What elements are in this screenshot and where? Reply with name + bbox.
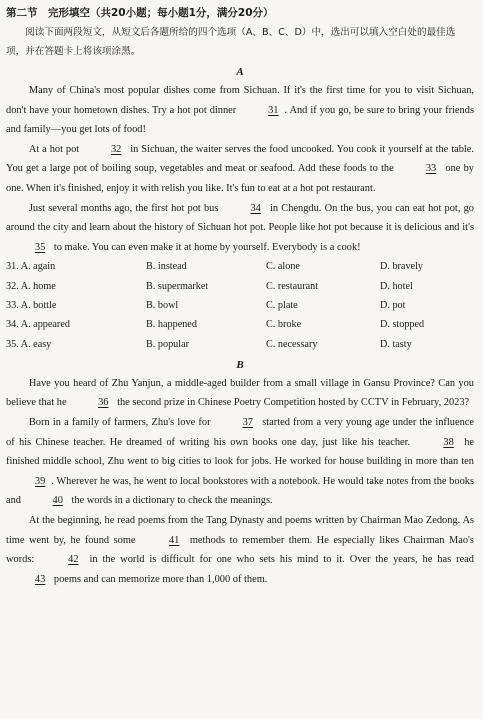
option-33-a: 33. A. bottle	[6, 299, 57, 311]
passage-b-label: B	[236, 358, 244, 371]
option-34-b: B. happened	[146, 319, 197, 331]
option-32-a: 32. A. home	[6, 280, 56, 292]
option-31-c: C. alone	[266, 261, 300, 273]
passage-a-paragraph-1: Many of China's most popular dishes come from Sichuan. If it's the first time for you to visit Sichuan, don't have your hometown dishes. Try a hot pot dinner 31 . And if you go, be sure to bring your friends and family—you get lots of food!	[6, 85, 474, 136]
blank-38: 38	[443, 436, 454, 448]
option-35-d: D. tasty	[380, 338, 412, 350]
section-instructions: 阅读下面两段短文，从短文后各题所给的四个选项（A、B、C、D）中，选出可以填入空白处的最佳选项，并在答题卡上将该项涂黑。	[6, 27, 456, 57]
option-31-d: D. bravely	[380, 261, 423, 273]
blank-42: 42	[68, 554, 79, 566]
passage-a-paragraph-2: At a hot pot 32 in Sichuan, the waiter serves the food uncooked. You cook it yourself at the table. You get a large pot of boiling soup, vegetables and meat or seafood. Add these foods to the 33 one by one. When it's finished, enjoy it with relish you like. It's fun to eat at a hot pot restaurant.	[6, 140, 474, 199]
option-34-d: D. stopped	[380, 319, 425, 331]
passage-b-paragraph-3: At the beginning, he read poems from the Tang Dynasty and poems written by Chairman Mao Zedong. As time went by, he found some 41 methods to remember them. He especially likes Chairman Mao's words: 42 in the world is difficult for one who sets his mind to it. Over the years, he has read 43 poems and can memorize more than 1,000 of them.	[6, 511, 474, 589]
blank-36: 36	[98, 397, 109, 409]
option-35-c: C. necessary	[266, 338, 318, 350]
option-32-d: D. hotel	[380, 280, 413, 292]
blank-31: 31	[268, 104, 279, 116]
section-title: 第二节 完形填空（共20小题；每小题1分，满分20分）	[6, 7, 274, 19]
passage-a-paragraph-3: Just several months ago, the first hot pot bus 34 in Chengdu. On the bus, you can eat hot pot, go around the city and learn about the history of Sichuan hot pot. People like hot pot because it is delicious and it's 35 to make. You can even make it at home by yourself. Everybody is a cook!	[6, 199, 474, 258]
option-35-a: 35. A. easy	[6, 338, 52, 350]
option-row-32	[6, 277, 474, 296]
blank-40: 40	[52, 495, 63, 507]
option-33-c: C. plate	[266, 299, 298, 311]
blank-35: 35	[34, 241, 46, 253]
option-31-a: 31. A. again	[6, 261, 56, 273]
option-row-33	[6, 296, 474, 315]
blank-37: 37	[242, 417, 253, 429]
option-row-34	[6, 315, 474, 334]
option-31-b: B. instead	[146, 261, 187, 273]
blank-43: 43	[34, 573, 46, 585]
option-35-b: B. popular	[146, 338, 190, 350]
passage-b-paragraph-2: Born in a family of farmers, Zhu's love for 37 started from a very young age under the influence of his Chinese teacher. He dreamed of writing his own books one day, just like his teacher. 38 he finished middle school, Zhu went to big cities to look for jobs. He worked for house building in more than ten 39 . Wherever he was, he went to local bookstores with a notebook. He would take notes from the books and 40 the words in a dictionary to check the meanings.	[6, 413, 474, 511]
blank-34: 34	[250, 202, 261, 214]
option-32-c: C. restaurant	[266, 280, 319, 292]
option-34-c: C. broke	[266, 319, 302, 331]
passage-a-label: A	[236, 66, 244, 78]
blank-41: 41	[168, 534, 180, 546]
option-34-a: 34. A. appeared	[6, 319, 70, 331]
option-33-b: B. bowl	[146, 299, 179, 311]
passage-b-paragraph-1: Have you heard of Zhu Yanjun, a middle-aged builder from a small village in Gansu Province? Can you believe that he 36 the second prize in Chinese Poetry Competition hosted by CCTV in February, 2023?	[6, 374, 474, 413]
blank-39: 39	[34, 475, 46, 487]
option-32-b: B. supermarket	[146, 280, 209, 292]
option-row-31	[6, 257, 474, 276]
option-row-35	[6, 335, 474, 354]
option-33-d: D. pot	[380, 299, 406, 311]
blank-32: 32	[110, 143, 122, 155]
blank-33: 33	[425, 163, 437, 175]
